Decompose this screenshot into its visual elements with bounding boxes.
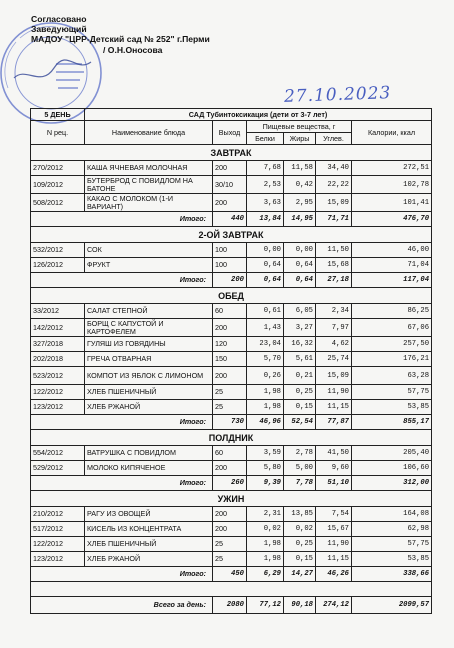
total-output: 440 [213, 212, 247, 227]
dish-name: СОК [85, 243, 213, 258]
dish-output: 200 [213, 461, 247, 476]
recipe-number: 33/2012 [31, 304, 85, 319]
protein-value: 2,31 [247, 507, 284, 522]
total-output: 730 [213, 415, 247, 430]
calories-value: 67,06 [352, 319, 432, 337]
dish-name: КОМПОТ ИЗ ЯБЛОК С ЛИМОНОМ [85, 367, 213, 385]
total-output: 200 [213, 273, 247, 288]
fat-value: 6,05 [284, 304, 316, 319]
total-fat: 0,64 [284, 273, 316, 288]
dish-name: ХЛЕБ РЖАНОЙ [85, 400, 213, 415]
section-header-row [31, 288, 432, 304]
total-protein: 0,64 [247, 273, 284, 288]
table-row [31, 258, 432, 273]
table-row [31, 243, 432, 258]
fat-value: 5,00 [284, 461, 316, 476]
dish-output: 100 [213, 243, 247, 258]
protein-value: 0,61 [247, 304, 284, 319]
recipe-number: 529/2012 [31, 461, 85, 476]
dish-name: ВАТРУШКА С ПОВИДЛОМ [85, 446, 213, 461]
fat-value: 0,25 [284, 385, 316, 400]
section-title: ПОЛДНИК [31, 430, 432, 446]
calories-value: 63,28 [352, 367, 432, 385]
total-label: Итого: [31, 415, 213, 430]
fat-value: 3,27 [284, 319, 316, 337]
table-row [31, 367, 432, 385]
calories-value: 86,25 [352, 304, 432, 319]
protein-value: 1,98 [247, 385, 284, 400]
menu-table [30, 108, 432, 614]
total-carbs: 71,71 [316, 212, 352, 227]
carbs-value: 15,68 [316, 258, 352, 273]
dish-output: 200 [213, 367, 247, 385]
calories-value: 57,75 [352, 537, 432, 552]
total-output: 450 [213, 567, 247, 582]
calories-value: 272,51 [352, 161, 432, 176]
dish-name: ХЛЕБ ПШЕНИЧНЫЙ [85, 537, 213, 552]
carbs-value: 9,60 [316, 461, 352, 476]
fat-value: 0,64 [284, 258, 316, 273]
dish-output: 200 [213, 161, 247, 176]
fat-value: 0,00 [284, 243, 316, 258]
total-fat: 52,54 [284, 415, 316, 430]
fat-value: 2,95 [284, 194, 316, 212]
total-carbs: 46,26 [316, 567, 352, 582]
carbs-value: 4,62 [316, 337, 352, 352]
recipe-number: 270/2012 [31, 161, 85, 176]
recipe-number: 508/2012 [31, 194, 85, 212]
fat-value: 0,02 [284, 522, 316, 537]
dish-name: КАКАО С МОЛОКОМ (1-И ВАРИАНТ) [85, 194, 213, 212]
col-nutrients-header: Пищевые вещества, г [247, 121, 352, 133]
recipe-number: 122/2012 [31, 385, 85, 400]
total-protein: 13,84 [247, 212, 284, 227]
calories-value: 62,98 [352, 522, 432, 537]
total-fat: 14,95 [284, 212, 316, 227]
spacer-cell [31, 582, 432, 597]
protein-value: 23,04 [247, 337, 284, 352]
carbs-value: 11,50 [316, 243, 352, 258]
section-title: ОБЕД [31, 288, 432, 304]
day-total-carbs: 274,12 [316, 597, 352, 614]
day-total-fat: 90,18 [284, 597, 316, 614]
section-header-row [31, 430, 432, 446]
col-fat-header: Жиры [284, 133, 316, 145]
carbs-value: 7,97 [316, 319, 352, 337]
calories-value: 102,78 [352, 176, 432, 194]
day-total-label: Всего за день: [31, 597, 213, 614]
carbs-value: 15,67 [316, 522, 352, 537]
total-fat: 14,27 [284, 567, 316, 582]
handwritten-date: 27.10.2023 [283, 83, 392, 107]
day-total-calories: 2099,57 [352, 597, 432, 614]
dish-name: РАГУ ИЗ ОВОЩЕЙ [85, 507, 213, 522]
carbs-value: 2,34 [316, 304, 352, 319]
dish-output: 200 [213, 319, 247, 337]
approval-signatory: / О.Н.Оносова [103, 44, 163, 55]
dish-name: ХЛЕБ РЖАНОЙ [85, 552, 213, 567]
section-header-row [31, 227, 432, 243]
table-row [31, 194, 432, 212]
table-row [31, 304, 432, 319]
total-calories: 338,66 [352, 567, 432, 582]
recipe-number: 126/2012 [31, 258, 85, 273]
calories-value: 71,04 [352, 258, 432, 273]
total-calories: 117,04 [352, 273, 432, 288]
recipe-number: 122/2012 [31, 537, 85, 552]
protein-value: 5,80 [247, 461, 284, 476]
total-carbs: 51,10 [316, 476, 352, 491]
section-total-row [31, 415, 432, 430]
fat-value: 0,21 [284, 367, 316, 385]
dish-name: ФРУКТ [85, 258, 213, 273]
dish-output: 25 [213, 537, 247, 552]
menu-table-body [31, 109, 432, 614]
recipe-number: 523/2012 [31, 367, 85, 385]
section-header-row [31, 145, 432, 161]
dish-output: 200 [213, 194, 247, 212]
day-total-row [31, 597, 432, 614]
recipe-number: 123/2012 [31, 552, 85, 567]
table-row [31, 522, 432, 537]
dish-output: 100 [213, 258, 247, 273]
recipe-number: 517/2012 [31, 522, 85, 537]
dish-output: 60 [213, 304, 247, 319]
dish-name: ГУЛЯШ ИЗ ГОВЯДИНЫ [85, 337, 213, 352]
protein-value: 0,26 [247, 367, 284, 385]
dish-name: ГРЕЧА ОТВАРНАЯ [85, 352, 213, 367]
protein-value: 1,98 [247, 552, 284, 567]
fat-value: 5,61 [284, 352, 316, 367]
recipe-number: 142/2012 [31, 319, 85, 337]
dish-name: БОРЩ С КАПУСТОЙ И КАРТОФЕЛЕМ [85, 319, 213, 337]
calories-value: 53,85 [352, 400, 432, 415]
col-carbs-header: Углев. [316, 133, 352, 145]
total-calories: 312,00 [352, 476, 432, 491]
total-label: Итого: [31, 212, 213, 227]
dish-output: 25 [213, 400, 247, 415]
carbs-value: 11,90 [316, 385, 352, 400]
carbs-value: 25,74 [316, 352, 352, 367]
dish-output: 30/10 [213, 176, 247, 194]
protein-value: 3,59 [247, 446, 284, 461]
calories-value: 164,08 [352, 507, 432, 522]
day-total-protein: 77,12 [247, 597, 284, 614]
recipe-number: 532/2012 [31, 243, 85, 258]
dish-output: 120 [213, 337, 247, 352]
table-row [31, 461, 432, 476]
carbs-value: 41,50 [316, 446, 352, 461]
section-total-row [31, 273, 432, 288]
calories-value: 101,41 [352, 194, 432, 212]
dish-output: 150 [213, 352, 247, 367]
total-label: Итого: [31, 567, 213, 582]
carbs-value: 34,40 [316, 161, 352, 176]
col-dish-header: Наименование блюда [85, 121, 213, 145]
total-carbs: 77,87 [316, 415, 352, 430]
section-total-row [31, 212, 432, 227]
recipe-number: 109/2012 [31, 176, 85, 194]
dish-name: КАША ЯЧНЕВАЯ МОЛОЧНАЯ [85, 161, 213, 176]
dish-output: 60 [213, 446, 247, 461]
col-calories-header: Калории, ккал [352, 121, 432, 145]
total-label: Итого: [31, 476, 213, 491]
total-calories: 476,70 [352, 212, 432, 227]
section-title: ЗАВТРАК [31, 145, 432, 161]
protein-value: 1,98 [247, 537, 284, 552]
protein-value: 0,00 [247, 243, 284, 258]
total-protein: 9,39 [247, 476, 284, 491]
protein-value: 1,98 [247, 400, 284, 415]
total-label: Итого: [31, 273, 213, 288]
carbs-value: 15,09 [316, 194, 352, 212]
carbs-value: 11,90 [316, 537, 352, 552]
dish-name: ХЛЕБ ПШЕНИЧНЫЙ [85, 385, 213, 400]
fat-value: 0,42 [284, 176, 316, 194]
menu-title: САД Тубинтоксикация (дети от 3-7 лет) [85, 109, 432, 121]
dish-name: МОЛОКО КИПЯЧЕНОЕ [85, 461, 213, 476]
section-total-row [31, 567, 432, 582]
recipe-number: 554/2012 [31, 446, 85, 461]
total-carbs: 27,18 [316, 273, 352, 288]
dish-name: БУТЕРБРОД С ПОВИДЛОМ НА БАТОНЕ [85, 176, 213, 194]
table-row [31, 446, 432, 461]
col-output-header: Выход [213, 121, 247, 145]
col-protein-header: Белки [247, 133, 284, 145]
recipe-number: 202/2018 [31, 352, 85, 367]
fat-value: 0,25 [284, 537, 316, 552]
fat-value: 11,58 [284, 161, 316, 176]
day-label: 5 ДЕНЬ [31, 109, 85, 121]
section-title: 2-ОЙ ЗАВТРАК [31, 227, 432, 243]
day-total-output: 2080 [213, 597, 247, 614]
dish-output: 25 [213, 385, 247, 400]
table-row [31, 507, 432, 522]
recipe-number: 327/2018 [31, 337, 85, 352]
fat-value: 0,15 [284, 552, 316, 567]
total-protein: 46,96 [247, 415, 284, 430]
carbs-value: 11,15 [316, 552, 352, 567]
calories-value: 46,00 [352, 243, 432, 258]
carbs-value: 15,09 [316, 367, 352, 385]
table-row [31, 161, 432, 176]
protein-value: 0,02 [247, 522, 284, 537]
calories-value: 257,50 [352, 337, 432, 352]
total-calories: 855,17 [352, 415, 432, 430]
col-recipe-header: N рец. [31, 121, 85, 145]
calories-value: 53,85 [352, 552, 432, 567]
carbs-value: 22,22 [316, 176, 352, 194]
calories-value: 176,21 [352, 352, 432, 367]
spacer-row [31, 582, 432, 597]
dish-output: 25 [213, 552, 247, 567]
fat-value: 0,15 [284, 400, 316, 415]
approval-block [31, 14, 210, 55]
protein-value: 1,43 [247, 319, 284, 337]
table-row [31, 176, 432, 194]
carbs-value: 7,54 [316, 507, 352, 522]
table-row [31, 385, 432, 400]
protein-value: 3,63 [247, 194, 284, 212]
table-row [31, 400, 432, 415]
fat-value: 13,85 [284, 507, 316, 522]
recipe-number: 210/2012 [31, 507, 85, 522]
calories-value: 106,60 [352, 461, 432, 476]
protein-value: 7,68 [247, 161, 284, 176]
approval-heading: Согласовано [31, 14, 87, 24]
total-protein: 6,29 [247, 567, 284, 582]
section-total-row [31, 476, 432, 491]
total-fat: 7,78 [284, 476, 316, 491]
table-row [31, 319, 432, 337]
table-row [31, 552, 432, 567]
table-row [31, 537, 432, 552]
dish-name: КИСЕЛЬ ИЗ КОНЦЕНТРАТА [85, 522, 213, 537]
calories-value: 205,40 [352, 446, 432, 461]
total-output: 260 [213, 476, 247, 491]
protein-value: 5,70 [247, 352, 284, 367]
section-title: УЖИН [31, 491, 432, 507]
fat-value: 16,32 [284, 337, 316, 352]
approval-position: Заведующий [31, 24, 87, 35]
protein-value: 0,64 [247, 258, 284, 273]
section-header-row [31, 491, 432, 507]
dish-name: САЛАТ СТЕПНОЙ [85, 304, 213, 319]
carbs-value: 11,15 [316, 400, 352, 415]
calories-value: 57,75 [352, 385, 432, 400]
recipe-number: 123/2012 [31, 400, 85, 415]
dish-output: 200 [213, 522, 247, 537]
table-row [31, 352, 432, 367]
approval-organization: МАДОУ "ЦРР-Детский сад № 252" г.Перми [31, 34, 210, 45]
dish-output: 200 [213, 507, 247, 522]
fat-value: 2,78 [284, 446, 316, 461]
protein-value: 2,53 [247, 176, 284, 194]
table-row [31, 337, 432, 352]
